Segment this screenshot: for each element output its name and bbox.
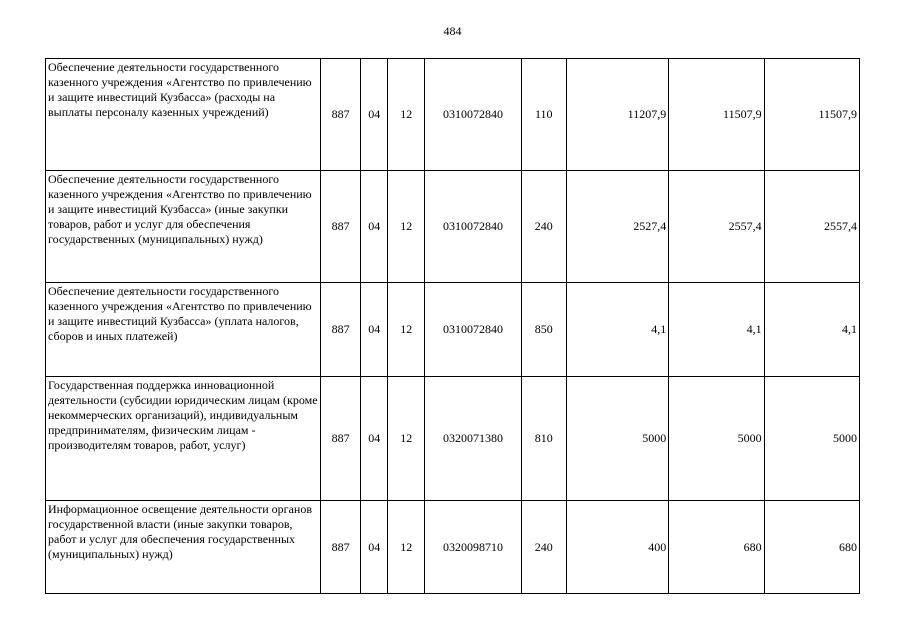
ministry-code: 887: [321, 171, 361, 283]
target-article-code: 0320071380: [425, 377, 521, 501]
expense-type-code: 240: [521, 501, 566, 594]
amount-year-2: 680: [669, 501, 764, 594]
amount-year-1: 5000: [566, 377, 668, 501]
table-row: [46, 59, 860, 171]
section-code: 04: [361, 59, 388, 171]
budget-table: [45, 58, 860, 594]
table-row: [46, 283, 860, 377]
ministry-code: 887: [321, 377, 361, 501]
amount-year-3: 11507,9: [764, 59, 859, 171]
amount-year-1: 400: [566, 501, 668, 594]
amount-year-3: 5000: [764, 377, 859, 501]
table-row: [46, 171, 860, 283]
subsection-code: 12: [388, 171, 425, 283]
section-code: 04: [361, 171, 388, 283]
ministry-code: 887: [321, 59, 361, 171]
expense-type-code: 240: [521, 171, 566, 283]
section-code: 04: [361, 283, 388, 377]
section-code: 04: [361, 501, 388, 594]
subsection-code: 12: [388, 377, 425, 501]
row-description: Информационное освещение деятельности органов государственной власти (иные закупки товаров, работ и услуг для обеспечения государственных (муниципальных) нужд): [46, 501, 321, 594]
table-row: [46, 501, 860, 594]
amount-year-2: 2557,4: [669, 171, 764, 283]
amount-year-1: 11207,9: [566, 59, 668, 171]
target-article-code: 0320098710: [425, 501, 521, 594]
expense-type-code: 810: [521, 377, 566, 501]
row-description: Обеспечение деятельности государственного казенного учреждения «Агентство по привлечению и защите инвестиций Кузбасса» (иные закупки товаров, работ и услуг для обеспечения государственных (муниципальных) нужд): [46, 171, 321, 283]
ministry-code: 887: [321, 283, 361, 377]
subsection-code: 12: [388, 501, 425, 594]
ministry-code: 887: [321, 501, 361, 594]
amount-year-3: 680: [764, 501, 859, 594]
target-article-code: 0310072840: [425, 283, 521, 377]
subsection-code: 12: [388, 59, 425, 171]
target-article-code: 0310072840: [425, 171, 521, 283]
row-description: Государственная поддержка инновационной деятельности (субсидии юридическим лицам (кроме некоммерческих организаций), индивидуальным предпринимателям, физическим лицам - производителям товаров, работ, услуг): [46, 377, 321, 501]
page-number: 484: [443, 24, 462, 38]
amount-year-3: 4,1: [764, 283, 859, 377]
amount-year-1: 2527,4: [566, 171, 668, 283]
amount-year-2: 11507,9: [669, 59, 764, 171]
subsection-code: 12: [388, 283, 425, 377]
section-code: 04: [361, 377, 388, 501]
amount-year-1: 4,1: [566, 283, 668, 377]
expense-type-code: 850: [521, 283, 566, 377]
expense-type-code: 110: [521, 59, 566, 171]
amount-year-2: 4,1: [669, 283, 764, 377]
table-row: [46, 377, 860, 501]
target-article-code: 0310072840: [425, 59, 521, 171]
row-description: Обеспечение деятельности государственного казенного учреждения «Агентство по привлечению и защите инвестиций Кузбасса» (уплата налогов, сборов и иных платежей): [46, 283, 321, 377]
amount-year-2: 5000: [669, 377, 764, 501]
row-description: Обеспечение деятельности государственного казенного учреждения «Агентство по привлечению и защите инвестиций Кузбасса» (расходы на выплаты персоналу казенных учреждений): [46, 59, 321, 171]
amount-year-3: 2557,4: [764, 171, 859, 283]
